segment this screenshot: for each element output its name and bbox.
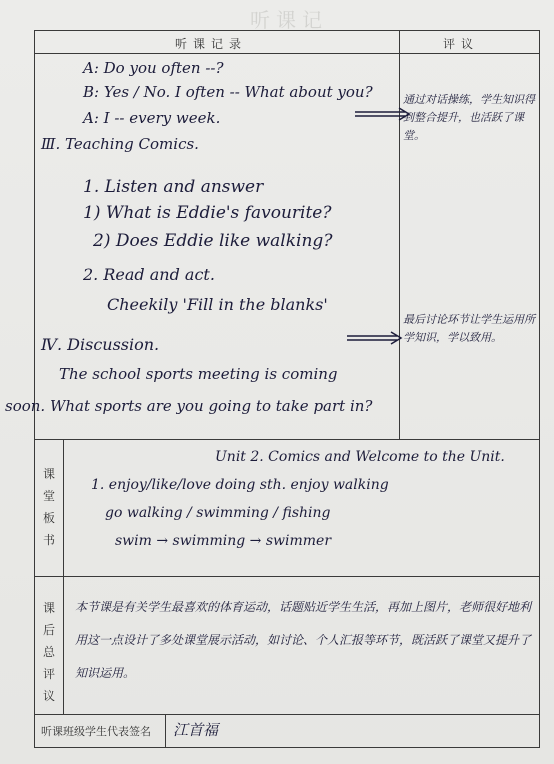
record-header: 听课记录: [175, 37, 248, 51]
comment-header: 评议: [443, 37, 480, 51]
lesson-line: B: Yes / No. I often -- What about you?: [83, 83, 373, 101]
arrow-icon: [345, 331, 405, 345]
lesson-line: The school sports meeting is coming: [59, 365, 338, 383]
blackboard-line: swim → swimming → swimmer: [115, 533, 332, 549]
lesson-section-heading: Ⅳ. Discussion.: [41, 335, 160, 354]
comment-note: 通过对话操练，学生知识得到整合提升，也活跃了课堂。: [403, 93, 535, 142]
lesson-line: Cheekily 'Fill in the blanks': [107, 295, 328, 314]
blackboard-line: 1. enjoy/like/love doing sth. enjoy walking: [91, 477, 389, 493]
blackboard-line: go walking / swimming / fishing: [105, 505, 331, 521]
blackboard-label: 课 堂 板 书: [42, 467, 55, 547]
lesson-line: 1. Listen and answer: [83, 177, 264, 197]
header-divider: [35, 53, 539, 54]
signature-column-divider: [165, 714, 166, 747]
lesson-line: A: I -- every week.: [83, 109, 221, 127]
lesson-line: 1) What is Eddie's favourite?: [83, 203, 332, 223]
lesson-record-form: [5, 30, 540, 748]
blackboard-divider: [35, 439, 539, 440]
lesson-section-heading: Ⅲ. Teaching Comics.: [41, 135, 199, 153]
signature-label: 听课班级学生代表签名: [41, 725, 151, 738]
lesson-line: 2. Read and act.: [83, 265, 215, 284]
lesson-line: soon. What sports are you going to take part in?: [5, 397, 373, 415]
comment-note: 最后讨论环节让学生运用所学知识，学以致用。: [403, 313, 535, 344]
post-class-divider: [35, 576, 539, 577]
label-column-divider: [63, 439, 64, 714]
blackboard-line: Unit 2. Comics and Welcome to the Unit.: [215, 449, 505, 465]
comment-column-divider: [399, 31, 400, 439]
lesson-line: 2) Does Eddie like walking?: [93, 231, 333, 251]
signature-divider: [35, 714, 539, 715]
signature-name: 江首福: [173, 721, 219, 739]
post-class-label: 课 后 总 评 议: [42, 601, 55, 703]
bleed-through-text: 听课记: [250, 8, 328, 32]
post-class-comment: 本节课是有关学生最喜欢的体育运动，话题贴近学生生活，再加上图片，老师很好地利用这一点设计了多处课堂展示活动，如讨论、个人汇报等环节，既活跃了课堂又提升了知识运用。: [75, 600, 532, 680]
lesson-line: A: Do you often --?: [83, 59, 224, 77]
